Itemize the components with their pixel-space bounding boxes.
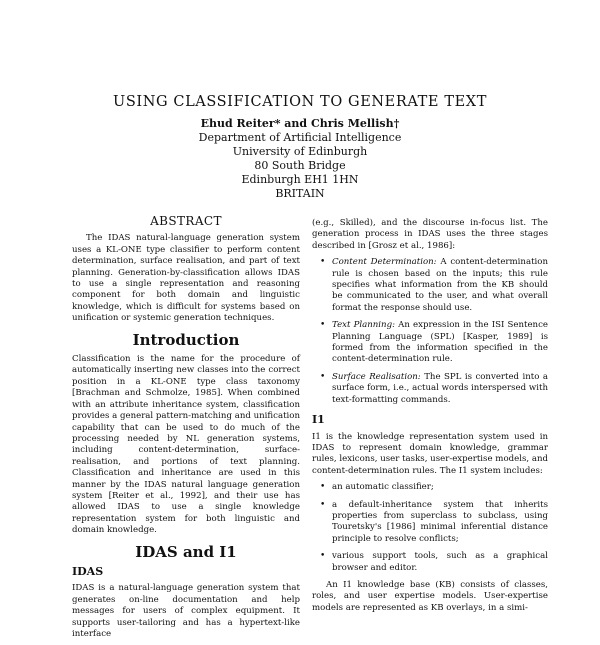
idas-subheading: IDAS — [72, 564, 104, 578]
introduction-heading: Introduction — [132, 330, 240, 349]
list-item: • an automatic classifier; — [312, 482, 548, 493]
affiliation-line: 80 South Bridge — [254, 159, 346, 172]
stage-name: Text Planning: — [332, 320, 395, 331]
stages-intro-text: (e.g., Skilled), and the discourse in-focus list. The generation process in IDAS uses the three stages described in [Grosz et al., 1986]: — [312, 218, 548, 251]
abstract-text: The IDAS natural-language generation system uses a KL-ONE type classifier to perform content determination, surface realisation, and part of text planning. Generation-by-classification allows IDAS to use a single representation and reasoning component for both domain and linguistic knowledge, which is difficult for systems based on unification or systemic generation techniques. — [72, 233, 300, 324]
affiliation-line: Edinburgh EH1 1HN — [241, 173, 359, 186]
list-item: • a default-inheritance system that inherits properties from superclass to subclass, using Touretsky's [1986] minimal inferential distance principle to resolve conflicts; — [312, 500, 548, 546]
author-names: Ehud Reiter* and Chris Mellish† — [200, 117, 400, 130]
introduction-text: Classification is the name for the procedure of automatically inserting new classes into the correct position in a KL-ONE type class taxonomy [Brachman and Schmolze, 1985]. When combined with an attribute inheritance system, classification provides a general pattern-matching and unification capability that can be used to do much of the processing needed by NL generation systems, including content-determination, surface-realisation, and portions of text planning. Classification and inheritance are used in this manner by the IDAS natural language generation system [Reiter et al., 1992], and their use has allowed IDAS to use a single knowledge representation system for both linguistic and domain knowledge. — [72, 354, 300, 536]
stage-name: Surface Realisation: — [332, 371, 421, 382]
left-column — [72, 216, 300, 645]
i1-features-list — [312, 482, 548, 574]
abstract-heading: ABSTRACT — [150, 214, 222, 228]
stage-text: The SPL is converted into a surface form, i.e., actual words interspersed with text-formatting commands. — [332, 371, 549, 405]
affiliation-line: University of Edinburgh — [232, 145, 368, 158]
i1-text: I1 is the knowledge representation system used in IDAS to represent domain knowledge, grammar rules, lexicons, user tasks, user-expertise models, and content-determination rules. The I1 system includes: — [312, 431, 548, 476]
stage-text: A content-determination rule is chosen based on the inputs; this rule specifies what information from the KB should be communicated to the user, and what overall format the response should use. — [332, 257, 548, 313]
stage-text: An expression in the ISI Sentence Planning Language (SPL) [Kasper, 1989] is formed from the information specified in the content-determination rule. — [332, 320, 548, 365]
stage-name: Content Determination: — [332, 257, 437, 268]
list-item — [312, 372, 548, 406]
right-column — [312, 218, 548, 619]
list-item — [312, 320, 548, 366]
list-item: • various support tools, such as a graphical browser and editor. — [312, 551, 548, 574]
i1-heading: I1 — [312, 413, 325, 427]
paper-title: USING CLASSIFICATION TO GENERATE TEXT — [113, 94, 487, 110]
author-block — [0, 117, 600, 201]
kb-closing-text: An I1 knowledge base (KB) consists of classes, roles, and user expertise models. User-expertise models are represented as KB overlays, in a simi- — [312, 579, 548, 613]
affiliation-line: Department of Artificial Intelligence — [198, 131, 402, 144]
stages-list — [312, 257, 548, 406]
idas-i1-heading: IDAS and I1 — [135, 542, 237, 561]
idas-text: IDAS is a natural-language generation system that generates on-line documentation and help messages for users of complex equipment. It supports user-tailoring and has a hypertext-like interface — [72, 583, 300, 639]
affiliation-line: BRITAIN — [275, 187, 325, 200]
list-item — [312, 257, 548, 314]
